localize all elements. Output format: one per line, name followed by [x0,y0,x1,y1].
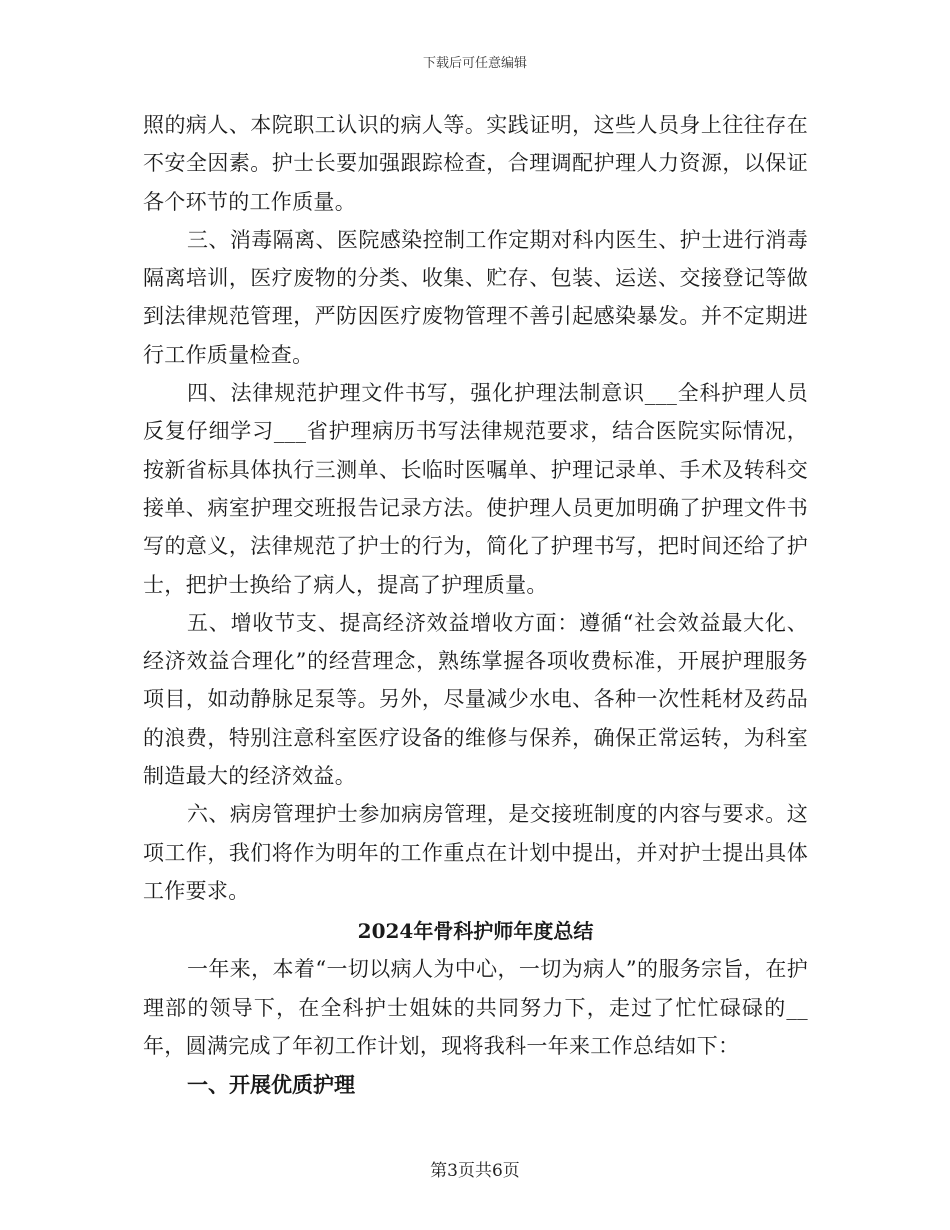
paragraph-disinfection: 三、消毒隔离、医院感染控制工作定期对科内医生、护士进行消毒隔离培训，医疗废物的分类、收集、贮存、包装、运送、交接登记等做到法律规范管理，严防因医疗废物管理不善引起感染暴发。并不定期进行工作质量检查。 [143,227,808,367]
paragraph-ward-management: 六、病房管理护士参加病房管理，是交接班制度的内容与要求。这项工作，我们将作为明年的工作重点在计划中提出，并对护士提出具体工作要求。 [143,802,808,903]
paragraph-continuation: 照的病人、本院职工认识的病人等。实践证明，这些人员身上往往存在不安全因素。护士长要加强跟踪检查，合理调配护理人力资源，以保证各个环节的工作质量。 [143,113,808,214]
subheading: 一、开展优质护理 [187,1073,355,1098]
page-number: 第3页共6页 [430,1161,520,1181]
document-body [143,106,808,1105]
section-title: 2024年骨科护师年度总结 [357,919,594,944]
page-header: 下载后可任意编辑 [422,56,527,71]
paragraph-nursing-documents: 四、法律规范护理文件书写，强化护理法制意识___全科护理人员反复仔细学习___省护理病历书写法律规范要求，结合医院实际情况，按新省标具体执行三测单、长临时医嘱单、护理记录单、手术及转科交接单、病室护理交班报告记录方法。使护理人员更加明确了护理文件书写的意义，法律规范了护士的行为，简化了护理书写，把时间还给了护士，把护士换给了病人，提高了护理质量。 [143,381,808,597]
paragraph-economic-benefit: 五、增收节支、提高经济效益增收方面：遵循“社会效益最大化、经济效益合理化”的经营理念，熟练掌握各项收费标准，开展护理服务项目，如动静脉足泵等。另外，尽量减少水电、各种一次性耗材及药品的浪费，特别注意科室医疗设备的维修与保养，确保正常运转，为科室制造最大的经济效益。 [143,610,808,789]
paragraph-intro: 一年来，本着“一切以病人为中心，一切为病人”的服务宗旨，在护理部的领导下，在全科护士姐妹的共同努力下，走过了忙忙碌碌的__年，圆满完成了年初工作计划，现将我科一年来工作总结如下： [143,957,808,1058]
